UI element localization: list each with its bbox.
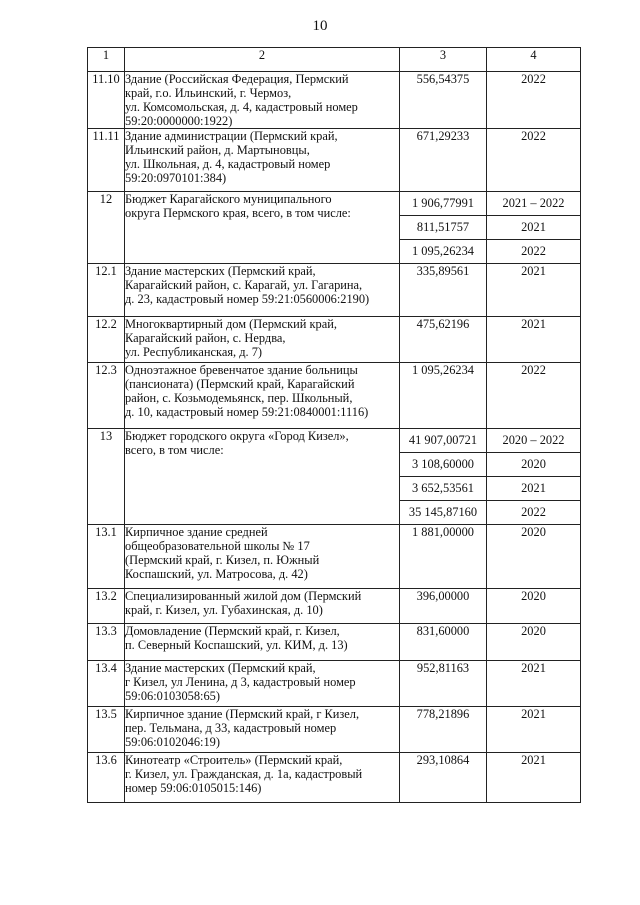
column-header: 2	[125, 48, 400, 72]
description-line: д. 23, кадастровый номер 59:21:0560006:2190)	[125, 292, 370, 306]
row-number: 13	[88, 429, 125, 525]
table-row	[88, 192, 581, 264]
row-description	[125, 363, 400, 429]
row-number: 12.3	[88, 363, 125, 429]
table-row	[88, 363, 581, 429]
row-description	[125, 129, 400, 192]
row-number: 12.2	[88, 317, 125, 363]
row-number: 13.1	[88, 525, 125, 589]
budget-table	[87, 47, 581, 803]
description-line: д. 10, кадастровый номер 59:21:0840001:1116)	[125, 405, 369, 419]
year-cell: 2022	[487, 129, 581, 192]
table-row	[88, 264, 581, 317]
description-line: 59:06:0103058:65)	[125, 689, 220, 703]
table-row	[88, 525, 581, 589]
table-header-row	[88, 48, 581, 72]
description-line: п. Северный Коспашский, ул. КИМ, д. 13)	[125, 638, 348, 652]
year-value: 2021 – 2022	[502, 196, 565, 210]
description-line: (пансионата) (Пермский край, Карагайский	[125, 377, 355, 391]
column-header: 4	[487, 48, 581, 72]
row-number: 13.3	[88, 624, 125, 661]
row-description	[125, 624, 400, 661]
row-number: 11.11	[88, 129, 125, 192]
description-line: общеобразовательной школы № 17	[125, 539, 310, 553]
row-description	[125, 317, 400, 363]
description-line: Коспашский, ул. Матросова, д. 42)	[125, 567, 308, 581]
row-description	[125, 753, 400, 803]
description-line: г. Кизел, ул. Гражданская, д. 1а, кадастровый	[125, 767, 363, 781]
row-number: 12.1	[88, 264, 125, 317]
amount-cell: 831,60000	[400, 624, 487, 661]
amount-value: 811,51757	[400, 215, 486, 239]
year-cell: 2021	[487, 317, 581, 363]
description-line: Бюджет городского округа «Город Кизел»,	[125, 429, 349, 443]
amount-value: 35 145,87160	[400, 500, 486, 524]
year-cell	[487, 192, 581, 264]
year-value: 2020	[487, 452, 580, 476]
description-line: Здание (Российская Федерация, Пермский	[125, 72, 349, 86]
description-line: Кирпичное здание (Пермский край, г Кизел,	[125, 707, 360, 721]
row-description	[125, 429, 400, 525]
row-description	[125, 525, 400, 589]
year-cell: 2020	[487, 589, 581, 624]
year-cell: 2021	[487, 661, 581, 707]
year-value: 2020 – 2022	[502, 433, 565, 447]
row-description	[125, 264, 400, 317]
row-number: 12	[88, 192, 125, 264]
amount-cell: 556,54375	[400, 72, 487, 129]
amount-cell: 475,62196	[400, 317, 487, 363]
table-row	[88, 317, 581, 363]
amount-value: 3 652,53561	[400, 476, 486, 500]
year-cell: 2020	[487, 525, 581, 589]
amount-value: 1 906,77991	[412, 196, 474, 210]
description-line: всего, в том числе:	[125, 443, 224, 457]
year-value: 2021	[487, 476, 580, 500]
description-line: г Кизел, ул Ленина, д 3, кадастровый номер	[125, 675, 356, 689]
year-cell: 2021	[487, 707, 581, 753]
description-line: Здание администрации (Пермский край,	[125, 129, 338, 143]
year-cell: 2021	[487, 753, 581, 803]
row-description	[125, 661, 400, 707]
description-line: ул. Республиканская, д. 7)	[125, 345, 263, 359]
description-line: край, г. Кизел, ул. Губахинская, д. 10)	[125, 603, 323, 617]
row-number: 13.2	[88, 589, 125, 624]
description-line: 59:20:0000000:1922)	[125, 114, 233, 128]
description-line: Бюджет Карагайского муниципального	[125, 192, 332, 206]
table-row	[88, 624, 581, 661]
amount-cell: 1 095,26234	[400, 363, 487, 429]
description-line: Здание мастерских (Пермский край,	[125, 264, 316, 278]
row-number: 11.10	[88, 72, 125, 129]
column-header: 1	[88, 48, 125, 72]
year-cell	[487, 429, 581, 525]
year-cell: 2021	[487, 264, 581, 317]
description-line: Карагайский район, с. Нердва,	[125, 331, 286, 345]
description-line: пер. Тельмана, д 33, кадастровый номер	[125, 721, 337, 735]
description-line: 59:20:0970101:384)	[125, 171, 227, 185]
amount-cell: 396,00000	[400, 589, 487, 624]
description-line: (Пермский край, г. Кизел, п. Южный	[125, 553, 320, 567]
description-line: ул. Школьная, д. 4, кадастровый номер	[125, 157, 331, 171]
description-line: Многоквартирный дом (Пермский край,	[125, 317, 337, 331]
year-cell: 2020	[487, 624, 581, 661]
description-line: Кирпичное здание средней	[125, 525, 268, 539]
row-description	[125, 192, 400, 264]
description-line: край, г.о. Ильинский, г. Чермоз,	[125, 86, 292, 100]
description-line: Одноэтажное бревенчатое здание больницы	[125, 363, 358, 377]
description-line: округа Пермского края, всего, в том числе:	[125, 206, 351, 220]
year-value: 2021	[487, 215, 580, 239]
table-row	[88, 72, 581, 129]
table-row	[88, 753, 581, 803]
description-line: номер 59:06:0105015:146)	[125, 781, 262, 795]
amount-cell: 952,81163	[400, 661, 487, 707]
year-cell: 2022	[487, 72, 581, 129]
amount-cell	[400, 429, 487, 525]
row-description	[125, 72, 400, 129]
description-line: Домовладение (Пермский край, г. Кизел,	[125, 624, 340, 638]
table-row	[88, 707, 581, 753]
description-line: Кинотеатр «Строитель» (Пермский край,	[125, 753, 343, 767]
description-line: Ильинский район, д. Мартыновцы,	[125, 143, 310, 157]
row-number: 13.5	[88, 707, 125, 753]
description-line: Специализированный жилой дом (Пермский	[125, 589, 362, 603]
amount-cell: 1 881,00000	[400, 525, 487, 589]
amount-cell: 293,10864	[400, 753, 487, 803]
table-row	[88, 429, 581, 525]
row-number: 13.6	[88, 753, 125, 803]
table-row	[88, 129, 581, 192]
row-description	[125, 589, 400, 624]
description-line: ул. Комсомольская, д. 4, кадастровый номер	[125, 100, 358, 114]
table-row	[88, 589, 581, 624]
amount-value: 3 108,60000	[400, 452, 486, 476]
amount-value: 41 907,00721	[408, 433, 478, 447]
column-header: 3	[400, 48, 487, 72]
description-line: Карагайский район, с. Карагай, ул. Гагарина,	[125, 278, 363, 292]
page-number: 10	[312, 18, 328, 34]
amount-value: 1 095,26234	[400, 239, 486, 263]
amount-cell: 671,29233	[400, 129, 487, 192]
table-row	[88, 661, 581, 707]
row-description	[125, 707, 400, 753]
amount-cell	[400, 192, 487, 264]
description-line: район, с. Козьмодемьянск, пер. Школьный,	[125, 391, 353, 405]
description-line: 59:06:0102046:19)	[125, 735, 220, 749]
amount-cell: 335,89561	[400, 264, 487, 317]
year-value: 2022	[487, 500, 580, 524]
description-line: Здание мастерских (Пермский край,	[125, 661, 316, 675]
amount-cell: 778,21896	[400, 707, 487, 753]
row-number: 13.4	[88, 661, 125, 707]
year-cell: 2022	[487, 363, 581, 429]
year-value: 2022	[487, 239, 580, 263]
